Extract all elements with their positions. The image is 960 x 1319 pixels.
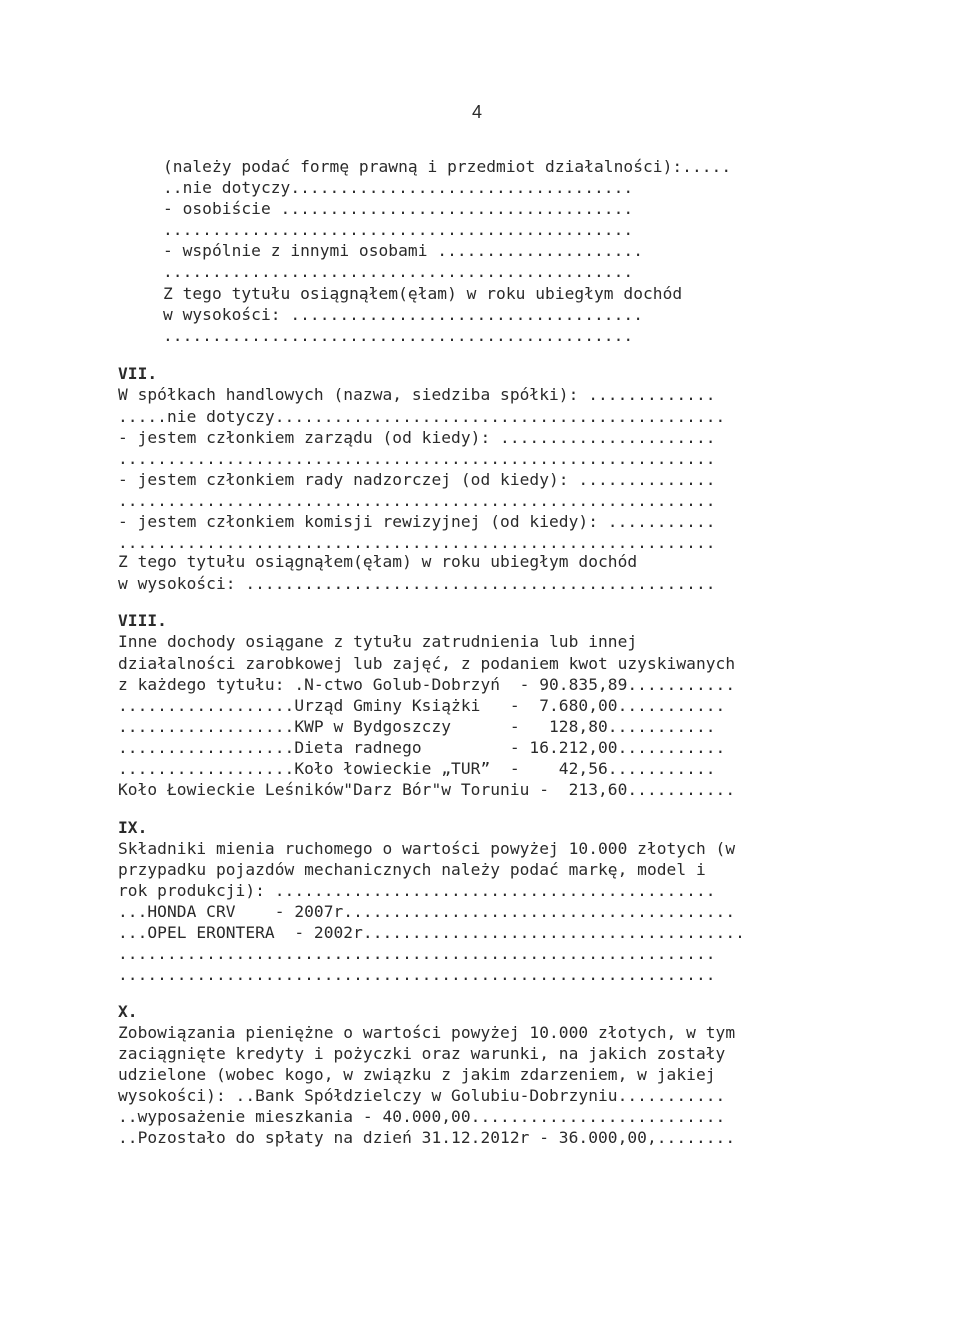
document-line: ............................................................. [118, 449, 716, 468]
document-line: ..................Urząd Gminy Książki - 7.680,00........... [118, 696, 726, 715]
document-line: wysokości): ..Bank Spółdzielczy w Golubiu-Dobrzyniu........... [118, 1086, 726, 1105]
document-line: udzielone (wobec kogo, w związku z jakim zdarzeniem, w jakiej [118, 1065, 716, 1084]
document-line: Zobowiązania pieniężne o wartości powyżej 10.000 złotych, w tym [118, 1023, 736, 1042]
document-line: .....nie dotyczy.............................................. [118, 407, 726, 426]
document-line: ................................................ [163, 262, 634, 281]
document-line: ..nie dotyczy................................... [163, 178, 634, 197]
section-heading: VIII. [118, 611, 167, 630]
document-line: Inne dochody osiągane z tytułu zatrudnienia lub innej [118, 632, 638, 651]
document-line: ..wyposażenie mieszkania - 40.000,00.......................... [118, 1107, 726, 1126]
document-line: ...HONDA CRV - 2007r........................................ [118, 902, 736, 921]
section-heading: X. [118, 1002, 138, 1021]
document-line: zaciągnięte kredyty i pożyczki oraz warunki, na jakich zostały [118, 1044, 726, 1063]
document-line: ..................KWP w Bydgoszczy - 128,80........... [118, 717, 716, 736]
document-line: ...OPEL ERONTERA - 2002r....................................... [118, 923, 745, 942]
document-line: - jestem członkiem rady nadzorczej (od kiedy): .............. [118, 470, 716, 489]
document-line: W spółkach handlowych (nazwa, siedziba spółki): ............. [118, 385, 716, 404]
document-line: - jestem członkiem komisji rewizyjnej (od kiedy): ........... [118, 512, 716, 531]
document-line: - jestem członkiem zarządu (od kiedy): ...................... [118, 428, 716, 447]
document-line: ............................................................. [118, 491, 716, 510]
document-line: działalności zarobkowej lub zajęć, z podaniem kwot uzyskiwanych [118, 654, 736, 673]
document-line: ..................Dieta radnego - 16.212,00........... [118, 738, 726, 757]
document-line: Składniki mienia ruchomego o wartości powyżej 10.000 złotych (w [118, 839, 736, 858]
document-line: Z tego tytułu osiągnąłem(ęłam) w roku ubiegłym dochód [163, 284, 683, 303]
document-line: ..................Koło łowieckie „TUR” - 42,56........... [118, 759, 716, 778]
page-number: 4 [472, 102, 483, 122]
document-line: z każdego tytułu: .N-ctwo Golub-Dobrzyń - 90.835,89........... [118, 675, 736, 694]
document-line: ..Pozostało do spłaty na dzień 31.12.2012r - 36.000,00,........ [118, 1128, 736, 1147]
document-line: ................................................ [163, 220, 634, 239]
document-line: ............................................................. [118, 944, 716, 963]
document-line: ............................................................. [118, 533, 716, 552]
document-line: - osobiście .................................... [163, 199, 634, 218]
document-line: ............................................................. [118, 965, 716, 984]
document-line: Koło Łowieckie Leśników"Darz Bór"w Toruniu - 213,60........... [118, 780, 736, 799]
document-line: w wysokości: ................................................ [118, 574, 716, 593]
document-line: przypadku pojazdów mechanicznych należy podać markę, model i [118, 860, 706, 879]
document-line: ................................................ [163, 326, 634, 345]
section-heading: IX. [118, 818, 148, 837]
document-line: rok produkcji): ............................................. [118, 881, 716, 900]
document-line: Z tego tytułu osiągnąłem(ęłam) w roku ubiegłym dochód [118, 552, 638, 571]
document-line: - wspólnie z innymi osobami ..................... [163, 241, 643, 260]
document-line: w wysokości: .................................... [163, 305, 643, 324]
section-heading: VII. [118, 364, 158, 383]
document-line: (należy podać formę prawną i przedmiot działalności):..... [163, 157, 732, 176]
